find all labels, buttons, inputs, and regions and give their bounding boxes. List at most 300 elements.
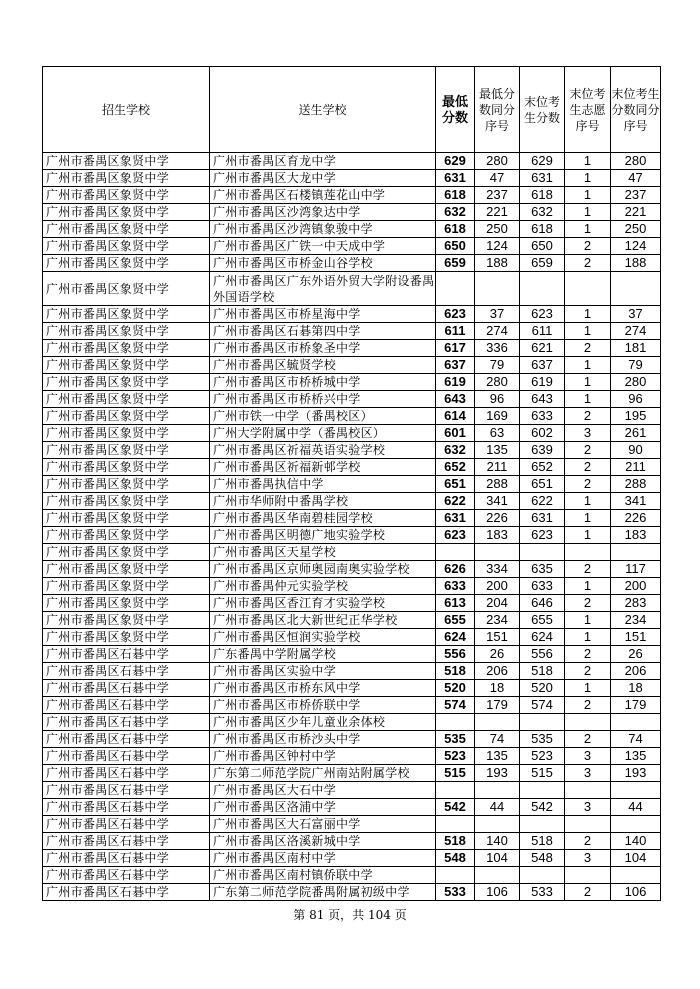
- cell-last-score: 646: [520, 595, 565, 612]
- cell-last-choice: 2: [565, 408, 611, 425]
- cell-last-choice: 1: [565, 510, 611, 527]
- cell-last-score: 518: [520, 833, 565, 850]
- cell-last-score-rank: 96: [611, 391, 661, 408]
- cell-sending-school: 广州市番禺区京师奥园南奥实验学校: [210, 561, 436, 578]
- cell-last-score: 623: [520, 527, 565, 544]
- cell-sending-school: 广州市番禺区恒润实验学校: [210, 629, 436, 646]
- cell-admitting-school: 广州市番禺区石碁中学: [43, 850, 210, 867]
- table-row: [43, 782, 661, 799]
- header-last-score: 末位考生分数: [520, 67, 565, 153]
- cell-sending-school: 广州市番禺区市桥桥兴中学: [210, 391, 436, 408]
- table-row: [43, 408, 661, 425]
- cell-last-score-rank: 283: [611, 595, 661, 612]
- header-min-score-rank: 最低分数同分序号: [475, 67, 520, 153]
- cell-min-score-rank: 234: [475, 612, 520, 629]
- table-row: [43, 374, 661, 391]
- cell-admitting-school: 广州市番禺区石碁中学: [43, 833, 210, 850]
- cell-last-score: 533: [520, 884, 565, 901]
- cell-min-score: 643: [436, 391, 475, 408]
- cell-last-choice: 2: [565, 833, 611, 850]
- table-row: [43, 561, 661, 578]
- cell-sending-school: 广州市番禺区大石富丽中学: [210, 816, 436, 833]
- cell-min-score-rank: [475, 714, 520, 731]
- cell-last-score: 643: [520, 391, 565, 408]
- cell-min-score-rank: 334: [475, 561, 520, 578]
- table-row: [43, 884, 661, 901]
- cell-last-score-rank: 200: [611, 578, 661, 595]
- cell-last-score: 637: [520, 357, 565, 374]
- cell-last-score: 622: [520, 493, 565, 510]
- table-row: [43, 476, 661, 493]
- cell-sending-school: 广州市番禺仲元实验学校: [210, 578, 436, 595]
- cell-last-choice: [565, 816, 611, 833]
- cell-min-score: 518: [436, 833, 475, 850]
- cell-last-choice: 2: [565, 561, 611, 578]
- cell-sending-school: 广州市番禺区广铁一中天成中学: [210, 238, 436, 255]
- cell-last-score: [520, 544, 565, 561]
- cell-last-choice: 2: [565, 255, 611, 272]
- table-row: [43, 663, 661, 680]
- cell-min-score-rank: 193: [475, 765, 520, 782]
- cell-last-choice: [565, 544, 611, 561]
- cell-min-score-rank: 47: [475, 170, 520, 187]
- cell-admitting-school: 广州市番禺区象贤中学: [43, 578, 210, 595]
- cell-last-score: 542: [520, 799, 565, 816]
- cell-min-score: [436, 782, 475, 799]
- cell-last-choice: 1: [565, 493, 611, 510]
- cell-min-score-rank: 96: [475, 391, 520, 408]
- table-row: [43, 612, 661, 629]
- cell-last-choice: 2: [565, 663, 611, 680]
- cell-last-choice: 2: [565, 238, 611, 255]
- cell-last-choice: 3: [565, 850, 611, 867]
- cell-sending-school: 广州市番禺区洛浦中学: [210, 799, 436, 816]
- cell-min-score-rank: 74: [475, 731, 520, 748]
- table-row: [43, 204, 661, 221]
- cell-min-score-rank: 106: [475, 884, 520, 901]
- cell-last-score: 535: [520, 731, 565, 748]
- cell-last-score: [520, 782, 565, 799]
- cell-sending-school: 广州市番禺区石碁第四中学: [210, 323, 436, 340]
- cell-admitting-school: 广州市番禺区象贤中学: [43, 238, 210, 255]
- cell-last-score-rank: 37: [611, 306, 661, 323]
- cell-sending-school: 广州市番禺区石楼镇莲花山中学: [210, 187, 436, 204]
- header-last-choice: 末位考生志愿序号: [565, 67, 611, 153]
- table-row: [43, 357, 661, 374]
- cell-min-score: 515: [436, 765, 475, 782]
- cell-min-score: 631: [436, 510, 475, 527]
- cell-last-score-rank: 74: [611, 731, 661, 748]
- cell-min-score: 601: [436, 425, 475, 442]
- cell-admitting-school: 广州市番禺区石碁中学: [43, 765, 210, 782]
- cell-admitting-school: 广州市番禺区象贤中学: [43, 442, 210, 459]
- cell-admitting-school: 广州市番禺区象贤中学: [43, 340, 210, 357]
- cell-last-score-rank: 188: [611, 255, 661, 272]
- cell-min-score-rank: 226: [475, 510, 520, 527]
- cell-last-choice: 1: [565, 204, 611, 221]
- cell-min-score: [436, 816, 475, 833]
- table-row: [43, 544, 661, 561]
- cell-last-score: 518: [520, 663, 565, 680]
- cell-last-score: 618: [520, 187, 565, 204]
- cell-last-choice: 3: [565, 765, 611, 782]
- cell-sending-school: 广州市番禺区华南碧桂园学校: [210, 510, 436, 527]
- cell-min-score: 623: [436, 306, 475, 323]
- cell-last-score: 523: [520, 748, 565, 765]
- cell-min-score-rank: [475, 816, 520, 833]
- table-row: [43, 391, 661, 408]
- cell-admitting-school: 广州市番禺区象贤中学: [43, 476, 210, 493]
- cell-sending-school: 广东番禺中学附属学校: [210, 646, 436, 663]
- cell-min-score: 631: [436, 170, 475, 187]
- cell-min-score: [436, 867, 475, 884]
- cell-admitting-school: 广州市番禺区石碁中学: [43, 697, 210, 714]
- cell-last-score-rank: 151: [611, 629, 661, 646]
- cell-last-score: 650: [520, 238, 565, 255]
- cell-last-choice: 3: [565, 748, 611, 765]
- cell-last-score: 633: [520, 578, 565, 595]
- cell-last-choice: 1: [565, 187, 611, 204]
- cell-min-score-rank: 135: [475, 442, 520, 459]
- cell-last-score: 632: [520, 204, 565, 221]
- table-row: [43, 493, 661, 510]
- cell-sending-school: 广州市番禺区育龙中学: [210, 153, 436, 170]
- table-row: [43, 425, 661, 442]
- cell-last-score-rank: 79: [611, 357, 661, 374]
- header-sending-school: 送生学校: [210, 67, 436, 153]
- cell-admitting-school: 广州市番禺区象贤中学: [43, 527, 210, 544]
- cell-last-score: [520, 714, 565, 731]
- cell-sending-school: 广州市番禺区市桥金山谷学校: [210, 255, 436, 272]
- table-row: [43, 850, 661, 867]
- cell-last-score-rank: 274: [611, 323, 661, 340]
- cell-admitting-school: 广州市番禺区石碁中学: [43, 782, 210, 799]
- page-footer: 第 81 页，共 104 页: [293, 908, 407, 922]
- cell-min-score-rank: 140: [475, 833, 520, 850]
- cell-last-choice: 2: [565, 731, 611, 748]
- table-row: [43, 646, 661, 663]
- cell-last-score-rank: [611, 714, 661, 731]
- cell-admitting-school: 广州市番禺区象贤中学: [43, 272, 210, 306]
- cell-admitting-school: 广州市番禺区象贤中学: [43, 187, 210, 204]
- cell-last-choice: 2: [565, 442, 611, 459]
- cell-sending-school: 广州市番禺区南村中学: [210, 850, 436, 867]
- cell-min-score: 626: [436, 561, 475, 578]
- cell-last-score-rank: 237: [611, 187, 661, 204]
- table-row: [43, 510, 661, 527]
- cell-sending-school: 广州市番禺区祈福新邨学校: [210, 459, 436, 476]
- cell-last-score-rank: 226: [611, 510, 661, 527]
- cell-sending-school: 广州市铁一中学（番禺校区）: [210, 408, 436, 425]
- cell-min-score-rank: [475, 867, 520, 884]
- cell-last-score: 631: [520, 170, 565, 187]
- cell-last-score-rank: 181: [611, 340, 661, 357]
- cell-sending-school: 广州市番禺区少年儿童业余体校: [210, 714, 436, 731]
- cell-sending-school: 广州市番禺执信中学: [210, 476, 436, 493]
- cell-min-score-rank: [475, 782, 520, 799]
- cell-last-choice: 3: [565, 425, 611, 442]
- admission-table: [42, 66, 661, 901]
- cell-last-score-rank: 280: [611, 153, 661, 170]
- cell-last-score-rank: [611, 867, 661, 884]
- cell-min-score-rank: 151: [475, 629, 520, 646]
- cell-min-score-rank: 280: [475, 374, 520, 391]
- cell-min-score-rank: 274: [475, 323, 520, 340]
- cell-min-score: 614: [436, 408, 475, 425]
- cell-last-score-rank: 106: [611, 884, 661, 901]
- cell-sending-school: 广东第二师范学院广州南站附属学校: [210, 765, 436, 782]
- cell-last-choice: 2: [565, 646, 611, 663]
- cell-sending-school: 广州市番禺区沙湾象达中学: [210, 204, 436, 221]
- header-min-score: 最低分数: [436, 67, 475, 153]
- cell-last-score-rank: 193: [611, 765, 661, 782]
- cell-min-score-rank: 26: [475, 646, 520, 663]
- cell-last-choice: 1: [565, 357, 611, 374]
- cell-admitting-school: 广州市番禺区象贤中学: [43, 612, 210, 629]
- cell-admitting-school: 广州市番禺区石碁中学: [43, 816, 210, 833]
- cell-last-score-rank: 44: [611, 799, 661, 816]
- cell-min-score-rank: 63: [475, 425, 520, 442]
- cell-min-score: 618: [436, 187, 475, 204]
- cell-min-score: 655: [436, 612, 475, 629]
- header-last-score-rank: 末位考生分数同分序号: [611, 67, 661, 153]
- cell-last-choice: 2: [565, 884, 611, 901]
- cell-last-score-rank: 124: [611, 238, 661, 255]
- cell-last-score-rank: 280: [611, 374, 661, 391]
- cell-min-score-rank: 183: [475, 527, 520, 544]
- cell-last-choice: 1: [565, 170, 611, 187]
- cell-admitting-school: 广州市番禺区象贤中学: [43, 391, 210, 408]
- cell-last-score: 655: [520, 612, 565, 629]
- cell-last-score-rank: 206: [611, 663, 661, 680]
- cell-last-choice: 2: [565, 697, 611, 714]
- cell-min-score: 622: [436, 493, 475, 510]
- table-row: [43, 255, 661, 272]
- cell-last-score: 574: [520, 697, 565, 714]
- cell-last-score: [520, 867, 565, 884]
- cell-admitting-school: 广州市番禺区石碁中学: [43, 867, 210, 884]
- table-row: [43, 697, 661, 714]
- cell-last-score: 652: [520, 459, 565, 476]
- table-row: [43, 323, 661, 340]
- cell-min-score-rank: 124: [475, 238, 520, 255]
- cell-min-score-rank: 237: [475, 187, 520, 204]
- cell-sending-school: 广州市华师附中番禺学校: [210, 493, 436, 510]
- cell-admitting-school: 广州市番禺区石碁中学: [43, 731, 210, 748]
- cell-admitting-school: 广州市番禺区象贤中学: [43, 544, 210, 561]
- cell-min-score-rank: 18: [475, 680, 520, 697]
- cell-admitting-school: 广州市番禺区石碁中学: [43, 646, 210, 663]
- cell-last-score: [520, 272, 565, 306]
- cell-sending-school: 广州市番禺区毓贤学校: [210, 357, 436, 374]
- cell-min-score: 613: [436, 595, 475, 612]
- cell-min-score: 650: [436, 238, 475, 255]
- cell-last-score: 624: [520, 629, 565, 646]
- cell-last-score-rank: 221: [611, 204, 661, 221]
- cell-admitting-school: 广州市番禺区石碁中学: [43, 799, 210, 816]
- cell-last-score: 618: [520, 221, 565, 238]
- cell-last-choice: 3: [565, 799, 611, 816]
- cell-min-score: [436, 272, 475, 306]
- cell-min-score-rank: 221: [475, 204, 520, 221]
- table-row: [43, 306, 661, 323]
- cell-admitting-school: 广州市番禺区象贤中学: [43, 255, 210, 272]
- cell-min-score-rank: 104: [475, 850, 520, 867]
- table-row: [43, 238, 661, 255]
- cell-min-score: 633: [436, 578, 475, 595]
- cell-last-score-rank: [611, 816, 661, 833]
- cell-last-score-rank: 26: [611, 646, 661, 663]
- cell-sending-school: 广州市番禺区南村镇侨联中学: [210, 867, 436, 884]
- table-row: [43, 459, 661, 476]
- cell-admitting-school: 广州市番禺区象贤中学: [43, 510, 210, 527]
- table-row: [43, 629, 661, 646]
- cell-last-score-rank: 250: [611, 221, 661, 238]
- cell-min-score: 623: [436, 527, 475, 544]
- cell-last-score: 515: [520, 765, 565, 782]
- cell-sending-school: 广州市番禺区实验中学: [210, 663, 436, 680]
- table-row: [43, 170, 661, 187]
- cell-sending-school: 广东第二师范学院番禺附属初级中学: [210, 884, 436, 901]
- cell-min-score: 520: [436, 680, 475, 697]
- cell-sending-school: 广州市番禺区洛溪新城中学: [210, 833, 436, 850]
- cell-last-choice: 1: [565, 306, 611, 323]
- cell-last-choice: 2: [565, 340, 611, 357]
- cell-min-score-rank: 79: [475, 357, 520, 374]
- cell-admitting-school: 广州市番禺区石碁中学: [43, 748, 210, 765]
- cell-last-score: 623: [520, 306, 565, 323]
- cell-admitting-school: 广州市番禺区象贤中学: [43, 459, 210, 476]
- cell-min-score: 632: [436, 442, 475, 459]
- cell-admitting-school: 广州市番禺区象贤中学: [43, 561, 210, 578]
- cell-admitting-school: 广州市番禺区象贤中学: [43, 629, 210, 646]
- table-row: [43, 340, 661, 357]
- cell-last-score-rank: 183: [611, 527, 661, 544]
- cell-admitting-school: 广州市番禺区象贤中学: [43, 306, 210, 323]
- cell-last-score: 611: [520, 323, 565, 340]
- table-header-row: [43, 67, 661, 153]
- table-row: [43, 799, 661, 816]
- cell-min-score: 637: [436, 357, 475, 374]
- cell-last-choice: 1: [565, 374, 611, 391]
- cell-min-score-rank: 37: [475, 306, 520, 323]
- cell-last-score-rank: 261: [611, 425, 661, 442]
- cell-last-score-rank: 135: [611, 748, 661, 765]
- cell-last-choice: 2: [565, 459, 611, 476]
- cell-last-choice: [565, 782, 611, 799]
- cell-sending-school: 广州市番禺区钟村中学: [210, 748, 436, 765]
- cell-min-score-rank: 336: [475, 340, 520, 357]
- cell-min-score: 659: [436, 255, 475, 272]
- table-row: [43, 578, 661, 595]
- cell-last-score-rank: 234: [611, 612, 661, 629]
- cell-sending-school: 广州市番禺区市桥东风中学: [210, 680, 436, 697]
- cell-last-score-rank: 341: [611, 493, 661, 510]
- cell-min-score-rank: 204: [475, 595, 520, 612]
- cell-min-score-rank: 280: [475, 153, 520, 170]
- cell-sending-school: 广州市番禺区大龙中学: [210, 170, 436, 187]
- cell-admitting-school: 广州市番禺区象贤中学: [43, 153, 210, 170]
- table-row: [43, 765, 661, 782]
- cell-admitting-school: 广州市番禺区象贤中学: [43, 170, 210, 187]
- table-row: [43, 221, 661, 238]
- cell-last-choice: [565, 272, 611, 306]
- cell-sending-school: 广州市番禺区沙湾镇象骏中学: [210, 221, 436, 238]
- table-row: [43, 680, 661, 697]
- cell-last-score-rank: 179: [611, 697, 661, 714]
- cell-min-score-rank: 169: [475, 408, 520, 425]
- cell-last-choice: 2: [565, 595, 611, 612]
- cell-last-score: 629: [520, 153, 565, 170]
- cell-admitting-school: 广州市番禺区石碁中学: [43, 663, 210, 680]
- cell-last-choice: 2: [565, 476, 611, 493]
- cell-last-choice: 1: [565, 391, 611, 408]
- cell-admitting-school: 广州市番禺区石碁中学: [43, 884, 210, 901]
- cell-min-score: 535: [436, 731, 475, 748]
- cell-min-score: 574: [436, 697, 475, 714]
- cell-sending-school: 广州市番禺区祈福英语实验学校: [210, 442, 436, 459]
- cell-last-score-rank: 288: [611, 476, 661, 493]
- table-row: [43, 867, 661, 884]
- table-row: [43, 595, 661, 612]
- table-row: [43, 527, 661, 544]
- cell-sending-school: 广州大学附属中学（番禺校区）: [210, 425, 436, 442]
- cell-last-score: 631: [520, 510, 565, 527]
- cell-sending-school: 广州市番禺区北大新世纪正华学校: [210, 612, 436, 629]
- cell-min-score-rank: 288: [475, 476, 520, 493]
- table-row: [43, 748, 661, 765]
- table-row: [43, 442, 661, 459]
- cell-last-choice: 1: [565, 680, 611, 697]
- cell-last-score-rank: 211: [611, 459, 661, 476]
- cell-min-score: 548: [436, 850, 475, 867]
- cell-last-choice: 1: [565, 612, 611, 629]
- cell-last-score-rank: 18: [611, 680, 661, 697]
- table-row: [43, 731, 661, 748]
- cell-min-score-rank: [475, 544, 520, 561]
- cell-last-score-rank: 117: [611, 561, 661, 578]
- cell-sending-school: 广州市番禺区市桥侨联中学: [210, 697, 436, 714]
- cell-min-score: 542: [436, 799, 475, 816]
- cell-min-score-rank: 44: [475, 799, 520, 816]
- cell-min-score: 618: [436, 221, 475, 238]
- cell-last-score: 651: [520, 476, 565, 493]
- cell-min-score-rank: 188: [475, 255, 520, 272]
- cell-admitting-school: 广州市番禺区象贤中学: [43, 374, 210, 391]
- cell-last-choice: 1: [565, 527, 611, 544]
- cell-min-score: 523: [436, 748, 475, 765]
- cell-last-choice: 1: [565, 629, 611, 646]
- cell-last-choice: 1: [565, 323, 611, 340]
- cell-min-score: 556: [436, 646, 475, 663]
- table-row: [43, 714, 661, 731]
- cell-sending-school: 广州市番禺区市桥象圣中学: [210, 340, 436, 357]
- cell-last-score: 621: [520, 340, 565, 357]
- cell-last-score: 520: [520, 680, 565, 697]
- cell-last-score: 619: [520, 374, 565, 391]
- header-admitting-school: 招生学校: [43, 67, 210, 153]
- cell-sending-school: 广州市番禺区广东外语外贸大学附设番禺外国语学校: [210, 272, 436, 306]
- cell-last-choice: [565, 714, 611, 731]
- table-row: [43, 833, 661, 850]
- cell-sending-school: 广州市番禺区天星学校: [210, 544, 436, 561]
- cell-sending-school: 广州市番禺区香江育才实验学校: [210, 595, 436, 612]
- cell-last-choice: 1: [565, 221, 611, 238]
- cell-last-score-rank: [611, 782, 661, 799]
- cell-admitting-school: 广州市番禺区象贤中学: [43, 357, 210, 374]
- cell-admitting-school: 广州市番禺区石碁中学: [43, 714, 210, 731]
- cell-admitting-school: 广州市番禺区象贤中学: [43, 204, 210, 221]
